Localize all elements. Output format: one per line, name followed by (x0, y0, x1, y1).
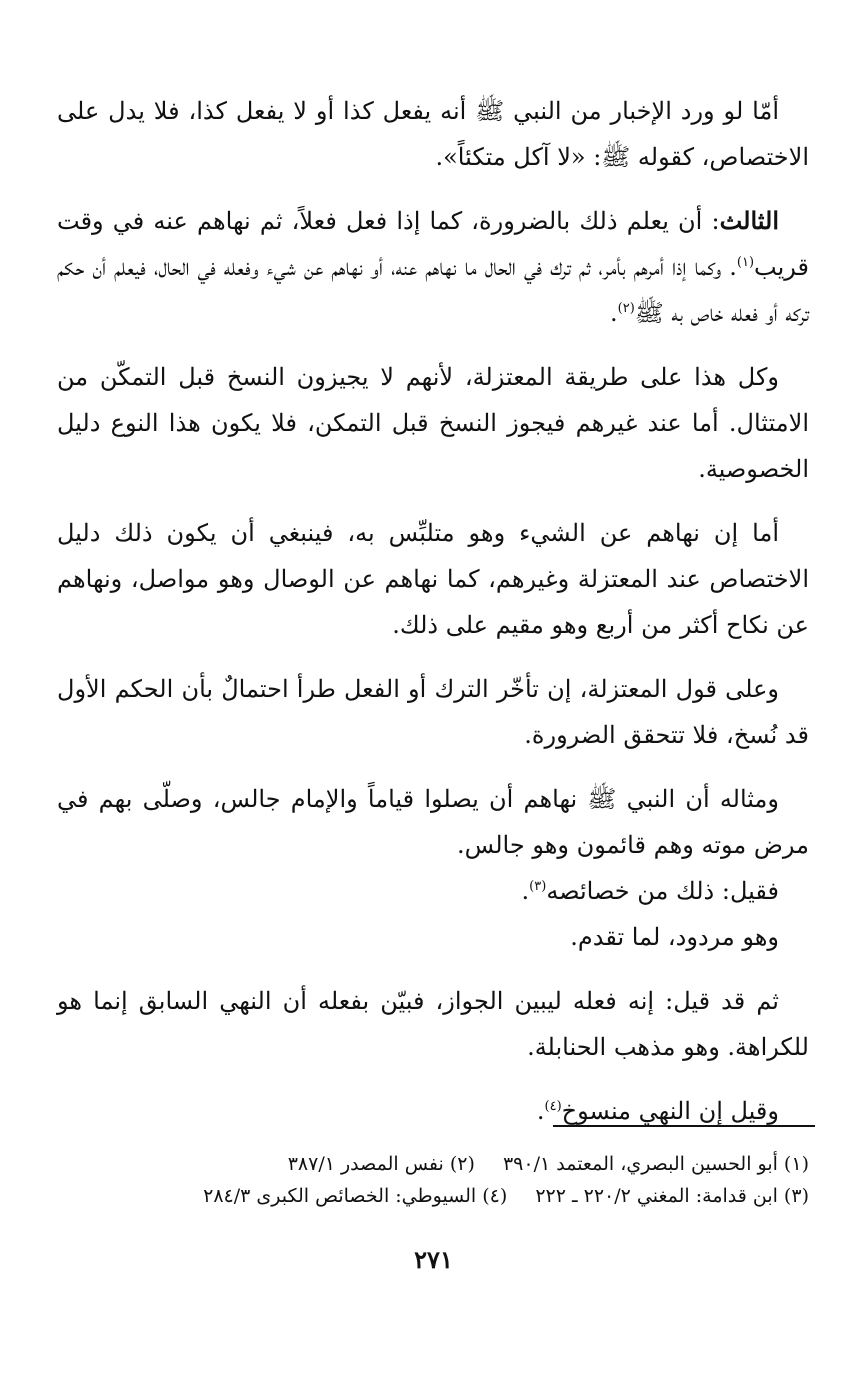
paragraph-1 (57, 88, 809, 180)
main-text (57, 88, 809, 1152)
paragraph-end: . (536, 1097, 545, 1125)
footnote-ref-3[interactable]: (٣) (529, 879, 547, 894)
footnote-1: (١) أبو الحسين البصري، المعتمد ٣٩٠/١ (502, 1153, 809, 1175)
paragraph-text: ثم قد قيل: إنه فعله ليبين الجواز، فبيّن بفعله أن النهي السابق إنما هو للكراهة. وهو مذهب الحنابلة. (57, 987, 809, 1061)
footnotes (57, 1148, 809, 1212)
paragraph-8 (57, 914, 809, 960)
footnote-line-2 (57, 1180, 809, 1212)
footnote-3: (٣) ابن قدامة: المغني ٢٢٠/٢ ـ ٢٢٢ (535, 1185, 809, 1207)
footnote-line-1 (57, 1148, 809, 1180)
paragraph-text: أمّا لو ورد الإخبار من النبي ﷺ أنه يفعل كذا أو لا يفعل كذا، فلا يدل على الاختصاص، كقوله ﷺ: «لا آكل متكئاً». (57, 97, 809, 171)
paragraph-text-cont: . وكما إذا أمرهم بأمر، ثم ترك في الحال ما نهاهم عنه، أو نهاهم عن شيء وفعله في الحال، فيعلم أن حكم تركه أو فعله خاص به ﷺ (57, 253, 809, 327)
footnote-divider (553, 1125, 815, 1127)
paragraph-end: . (521, 877, 530, 905)
paragraph-text: أما إن نهاهم عن الشيء وهو متلبِّس به، فينبغي أن يكون ذلك دليل الاختصاص عند المعتزلة وغيرهم، كما نهاهم عن الوصال وهو مواصل، ونهاهم عن نكاح أكثر من أربع وهو مقيم على ذلك. (57, 519, 809, 639)
footnote-4: (٤) السيوطي: الخصائص الكبرى ٢٨٤/٣ (203, 1185, 508, 1207)
footnote-ref-1[interactable]: (١) (736, 255, 755, 270)
paragraph-7 (57, 868, 809, 914)
paragraph-6 (57, 776, 809, 868)
paragraph-text: وهو مردود، لما تقدم. (570, 923, 779, 951)
paragraph-5 (57, 666, 809, 758)
paragraph-end: . (609, 299, 618, 327)
paragraph-text: ومثاله أن النبي ﷺ نهاهم أن يصلوا قياماً والإمام جالس، وصلّى بهم في مرض موته وهم قائمون وهو جالس. (57, 785, 809, 859)
paragraph-text: وكل هذا على طريقة المعتزلة، لأنهم لا يجيزون النسخ قبل التمكّن من الامتثال. أما عند غيرهم فيجوز النسخ قبل التمكن، فلا يكون هذا النوع دليل الخصوصية. (57, 363, 809, 483)
paragraph-lead: الثالث (719, 206, 779, 235)
paragraph-text: وعلى قول المعتزلة، إن تأخّر الترك أو الفعل طرأ احتمالٌ بأن الحكم الأول قد نُسخ، فلا تتحقق الضرورة. (57, 675, 809, 749)
paragraph-text: فقيل: ذلك من خصائصه (546, 877, 779, 905)
footnote-ref-2[interactable]: (٢) (617, 301, 635, 316)
footnote-ref-4[interactable]: (٤) (544, 1099, 562, 1114)
paragraph-10 (57, 1088, 809, 1134)
page-number: ٢٧١ (414, 1245, 453, 1274)
paragraph-2 (57, 198, 809, 336)
paragraph-4 (57, 510, 809, 648)
paragraph-text: وقيل إن النهي منسوخ (561, 1097, 779, 1125)
paragraph-text: : أن يعلم ذلك بالضرورة، كما إذا فعل فعلاً، ثم نهاهم عنه في وقت قريب (57, 207, 809, 281)
footnote-2: (٢) نفس المصدر ٣٨٧/١ (287, 1153, 475, 1175)
paragraph-9 (57, 978, 809, 1070)
paragraph-3 (57, 354, 809, 492)
